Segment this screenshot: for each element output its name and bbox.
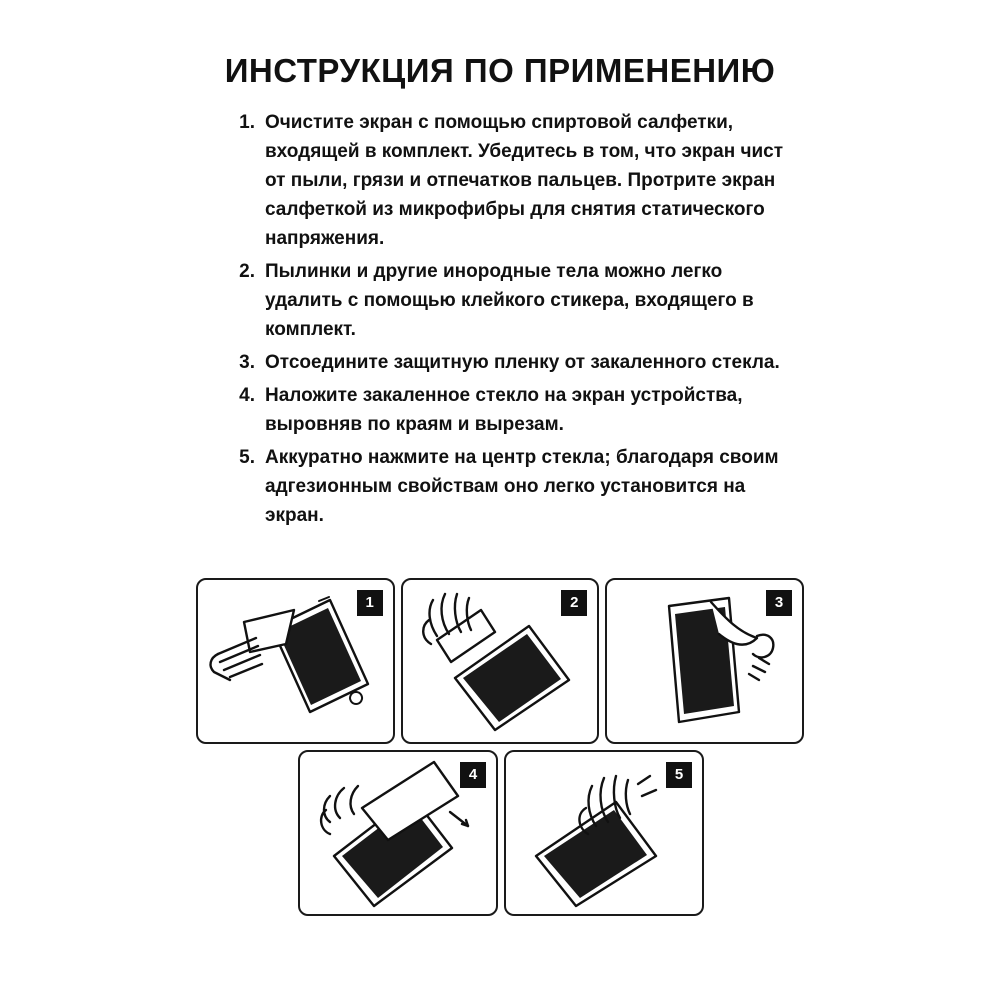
step-text: Очистите экран с помощью спиртовой салфетки, входящей в комплект. Убедитесь в том, что экран чист от пыли, грязи и отпечатков пальцев. Протрите экран салфеткой из микрофибры для снятия статического напряжения. (265, 112, 784, 249)
instruction-steps-list (225, 108, 785, 534)
illustration-panel-1 (196, 578, 395, 744)
step-number: 1. (239, 112, 255, 133)
page-title: ИНСТРУКЦИЯ ПО ПРИМЕНЕНИЮ (224, 52, 776, 89)
list-item (225, 381, 785, 439)
illustration-row-bottom (298, 750, 804, 916)
step-badge: 4 (460, 762, 486, 788)
list-item (225, 443, 785, 530)
step-number: 3. (239, 352, 255, 373)
illustration-panel-5 (504, 750, 704, 916)
list-item (225, 257, 785, 344)
step-text: Наложите закаленное стекло на экран устройства, выровняв по краям и вырезам. (265, 385, 743, 435)
step-number: 5. (239, 447, 255, 468)
illustration-panel-4 (298, 750, 498, 916)
step-badge: 3 (766, 590, 792, 616)
illustration-row-top (196, 578, 804, 744)
step-number: 2. (239, 261, 255, 282)
list-item (225, 348, 785, 377)
step-number: 4. (239, 385, 255, 406)
step-text: Аккуратно нажмите на центр стекла; благодаря своим адгезионным свойствам оно легко установится на экран. (265, 447, 779, 526)
step-badge: 2 (561, 590, 587, 616)
illustration-panels (196, 578, 804, 922)
step-text: Отсоедините защитную пленку от закаленного стекла. (265, 352, 780, 373)
list-item (225, 108, 785, 253)
step-text: Пылинки и другие инородные тела можно легко удалить с помощью клейкого стикера, входящего в комплект. (265, 261, 754, 340)
illustration-panel-3 (605, 578, 804, 744)
illustration-panel-2 (401, 578, 600, 744)
step-badge: 5 (666, 762, 692, 788)
step-badge: 1 (357, 590, 383, 616)
